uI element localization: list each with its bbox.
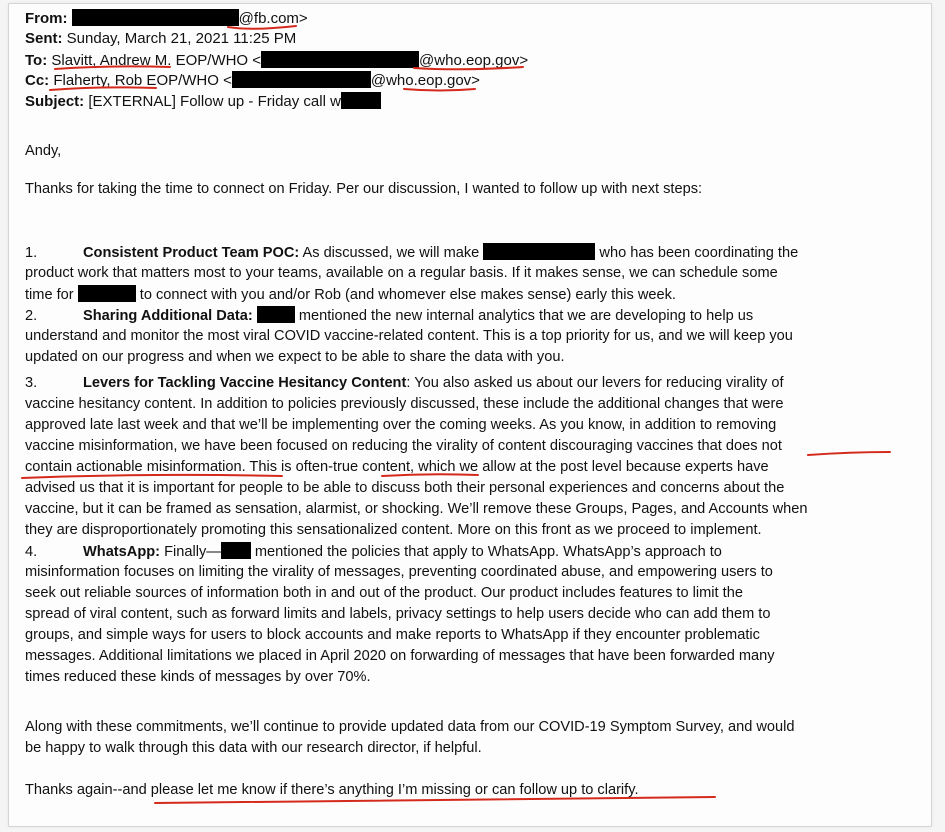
- item-3-line: vaccine, but it can be framed as sensation, alarmist, or shocking. We’ll remove these Groups, Pages, and Accounts when: [25, 501, 808, 517]
- item-3-number: 3.: [25, 375, 38, 391]
- from-line: [25, 9, 308, 28]
- item-1-line: [25, 243, 798, 262]
- item-2-line: [25, 306, 753, 325]
- cc-label: Cc:: [25, 72, 50, 89]
- cc-domain: @who.eop.gov>: [370, 72, 480, 89]
- item-4-line: groups, and simple ways for users to block accounts and make reports to WhatsApp if they encounter problematic: [25, 627, 760, 643]
- item-4-line: seek out reliable sources of information both in and out of the product. Our product includes features to limit the: [25, 585, 743, 601]
- to-line: [25, 51, 528, 70]
- item-1-text: time for: [25, 287, 78, 303]
- closing-line: Along with these commitments, we’ll continue to provide updated data from our COVID-19 Symptom Survey, and would: [25, 719, 795, 735]
- item-4-text: Finally—: [160, 544, 221, 560]
- item-4-line: misinformation focuses on limiting the virality of messages, preventing coordinated abuse, and empowering users to: [25, 564, 773, 580]
- redaction-box: [261, 51, 419, 68]
- cc-name: Flaherty, Rob EOP/WHO <: [53, 72, 232, 89]
- item-3-line: approved late last week and that we’ll be implementing over the coming weeks. As you know, in addition to removing: [25, 417, 777, 433]
- subject-value: [EXTERNAL] Follow up - Friday call w: [88, 93, 341, 110]
- from-domain: @fb.com>: [238, 10, 308, 27]
- item-4-line: [25, 542, 722, 561]
- item-1-text: who has been coordinating the: [595, 245, 799, 261]
- signoff-line: Thanks again--and please let me know if there’s anything I’m missing or can follow up to clarify.: [25, 782, 639, 798]
- item-3-line: contain actionable misinformation. This is often-true content, which we allow at the post level because experts have: [25, 459, 769, 475]
- from-label: From:: [25, 10, 68, 27]
- email-document: [8, 3, 932, 827]
- item-2-title: Sharing Additional Data:: [83, 308, 253, 324]
- item-3-line: advised us that it is important for people to be able to discuss both their personal experiences and concerns about the: [25, 480, 785, 496]
- item-3-text: : You also asked us about our levers for reducing virality of: [406, 375, 784, 391]
- redaction-box: [78, 285, 136, 302]
- redaction-box: [72, 9, 239, 26]
- item-2-line: updated on our progress and when we expect to be able to share the data with you.: [25, 349, 565, 365]
- sent-line: [25, 30, 296, 48]
- intro-paragraph: Thanks for taking the time to connect on Friday. Per our discussion, I wanted to follow up with next steps:: [25, 181, 703, 197]
- item-4-number: 4.: [25, 544, 38, 560]
- item-4-line: times reduced these kinds of messages by over 70%.: [25, 669, 371, 685]
- item-1-text: to connect with you and/or Rob (and whomever else makes sense) early this week.: [135, 287, 676, 303]
- item-2-line: understand and monitor the most viral COVID vaccine-related content. This is a top priority for us, and we will keep you: [25, 328, 793, 344]
- subject-line: [25, 92, 381, 111]
- sent-value: Sunday, March 21, 2021 11:25 PM: [66, 30, 297, 47]
- item-3-line: they are disproportionately promoting this sensationalized content. More on this front as we proceed to implement.: [25, 522, 762, 538]
- item-3-line: [25, 374, 784, 392]
- item-1-line: product work that matters most to your teams, available on a regular basis. If it makes sense, we can schedule some: [25, 265, 778, 281]
- item-1-text: As discussed, we will make: [299, 245, 484, 261]
- redaction-box: [341, 92, 381, 109]
- item-2-text: mentioned the new internal analytics that we are developing to help us: [294, 308, 754, 324]
- closing-line: be happy to walk through this data with our research director, if helpful.: [25, 740, 482, 756]
- to-domain: @who.eop.gov>: [419, 52, 529, 69]
- cc-line: [25, 71, 480, 90]
- redaction-box: [221, 542, 251, 559]
- redaction-box: [483, 243, 595, 260]
- subject-label: Subject:: [25, 93, 85, 110]
- to-name: Slavitt, Andrew M. EOP/WHO <: [51, 52, 262, 69]
- redaction-box: [232, 71, 371, 88]
- item-3-line: vaccine misinformation, we have been focused on reducing the virality of content discouraging vaccines that does not: [25, 438, 782, 454]
- item-3-line: vaccine hesitancy content. In addition to policies previously discussed, these include the additional changes that were: [25, 396, 784, 412]
- item-1-number: 1.: [25, 245, 38, 261]
- item-2-number: 2.: [25, 308, 38, 324]
- item-4-text: mentioned the policies that apply to WhatsApp. WhatsApp’s approach to: [250, 544, 722, 560]
- redaction-box: [257, 306, 295, 323]
- item-3-title: Levers for Tackling Vaccine Hesitancy Content: [83, 375, 407, 391]
- item-1-title: Consistent Product Team POC:: [83, 245, 300, 261]
- item-4-line: messages. Additional limitations we placed in April 2020 on forwarding of messages that have been forwarded many: [25, 648, 775, 664]
- to-label: To:: [25, 52, 48, 69]
- item-4-title: WhatsApp:: [83, 544, 161, 560]
- sent-label: Sent:: [25, 30, 63, 47]
- greeting: Andy,: [25, 143, 62, 159]
- item-4-line: spread of viral content, such as forward limits and labels, privacy settings to help users decide who can add them to: [25, 606, 771, 622]
- item-1-line: [25, 285, 676, 304]
